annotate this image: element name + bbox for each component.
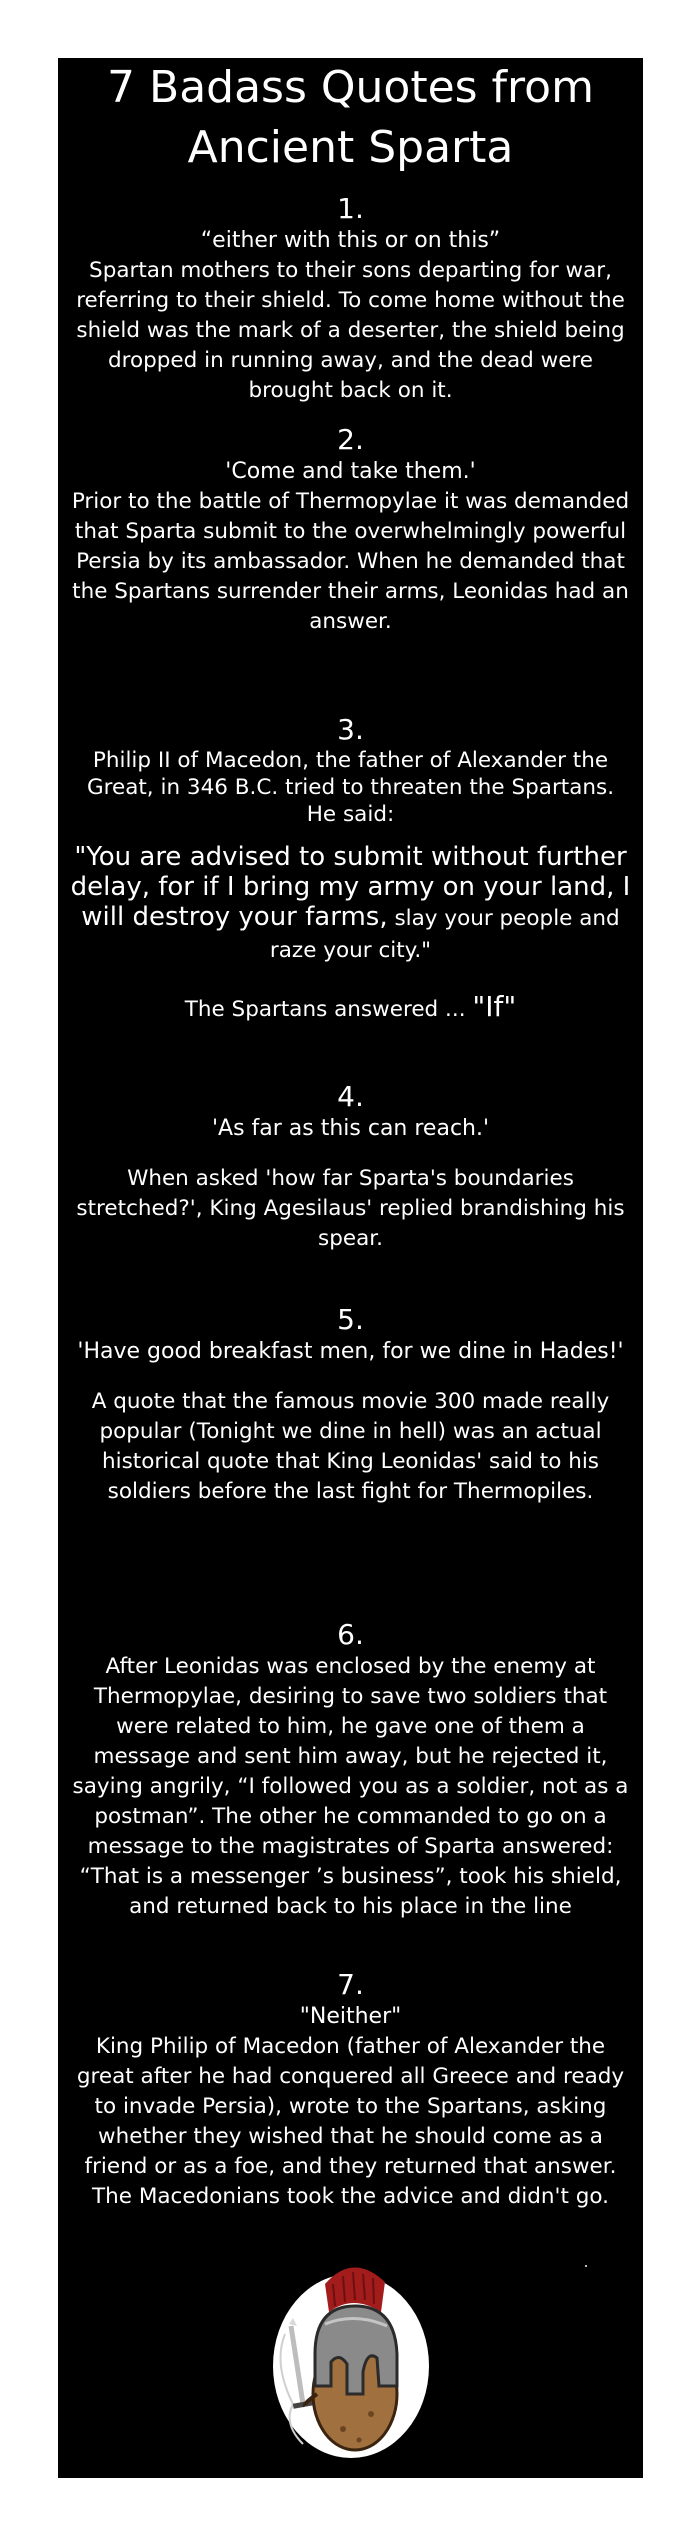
quote-2-text: 'Come and take them.' bbox=[225, 459, 476, 484]
quote-3-main: "You are advised to submit without further delay, for if I bring my army on your land, I will destroy your farms, bbox=[70, 842, 631, 932]
quote-6-body: After Leonidas was enclosed by the enemy at Thermopylae, desiring to save two soldiers that were related to him, he gave one of them a message and sent him away, but he rejected it, saying angrily, “I followed you as a soldier, not as a postman”. The other he commanded to go on a message to the magistrates of Sparta answered: “That is a messenger ’s business”, took his shield, and returned back to his place in the line bbox=[72, 1654, 629, 1919]
quote-5-text: 'Have good breakfast men, for we dine in Hades!' bbox=[77, 1339, 624, 1364]
quote-5-body: A quote that the famous movie 300 made really popular (Tonight we dine in hell) was an actual historical quote that King Leonidas' said to his soldiers before the last fight for Thermopiles. bbox=[91, 1389, 610, 1504]
quote-2-body: Prior to the battle of Thermopylae it was demanded that Sparta submit to the overwhelmingly powerful Persia by its ambassador. When he demanded that the Spartans surrender their arms, Leonidas had an answer. bbox=[71, 489, 630, 634]
quote-7 bbox=[70, 1968, 631, 2212]
quote-3 bbox=[70, 713, 631, 1025]
quote-4-text: 'As far as this can reach.' bbox=[211, 1116, 490, 1141]
quote-3-tail: slay your people and raze your city." bbox=[269, 906, 620, 963]
speck bbox=[585, 2265, 587, 2267]
quote-6 bbox=[70, 1618, 631, 1922]
quote-4 bbox=[70, 1080, 631, 1254]
quote-1 bbox=[70, 192, 631, 406]
quote-1-body: Spartan mothers to their sons departing for war, referring to their shield. To come home without the shield was the mark of a deserter, the shield being dropped in running away, and the dead were brought back on it. bbox=[76, 258, 625, 403]
quote-5-number: 5. bbox=[337, 1303, 364, 1336]
quote-7-number: 7. bbox=[337, 1968, 364, 2001]
spartan-potato-icon bbox=[263, 2254, 433, 2464]
quote-3-number: 3. bbox=[337, 713, 364, 746]
quote-6-number: 6. bbox=[337, 1618, 364, 1651]
title-line-1: 7 Badass Quotes from bbox=[107, 62, 594, 113]
quote-7-body: King Philip of Macedon (father of Alexander the great after he had conquered all Greece and ready to invade Persia), wrote to the Spartans, asking whether they wished that he should come as a friend or as a foe, and they returned that answer. The Macedonians took the advice and didn't go. bbox=[76, 2034, 625, 2209]
quote-3-intro: Philip II of Macedon, the father of Alexander the Great, in 346 B.C. tried to threaten the Spartans. He said: bbox=[86, 748, 615, 827]
quote-7-text: "Neither" bbox=[299, 2004, 402, 2029]
quote-3-answer-word: "If" bbox=[472, 990, 517, 1023]
quote-5 bbox=[70, 1303, 631, 1507]
page-title bbox=[58, 58, 643, 178]
quote-3-text bbox=[70, 842, 631, 966]
title-line-2: Ancient Sparta bbox=[187, 122, 514, 173]
quote-2-number: 2. bbox=[337, 423, 364, 456]
quote-2 bbox=[70, 423, 631, 637]
quote-1-number: 1. bbox=[337, 192, 364, 225]
quote-4-body: When asked 'how far Sparta's boundaries stretched?', King Agesilaus' replied brandishing his spear. bbox=[76, 1166, 625, 1251]
poster-panel bbox=[58, 58, 643, 2478]
quote-3-answer-lead: The Spartans answered ... bbox=[184, 997, 473, 1022]
quote-4-number: 4. bbox=[337, 1080, 364, 1113]
quote-3-answer bbox=[70, 992, 631, 1025]
quote-1-text: “either with this or on this” bbox=[200, 228, 501, 253]
